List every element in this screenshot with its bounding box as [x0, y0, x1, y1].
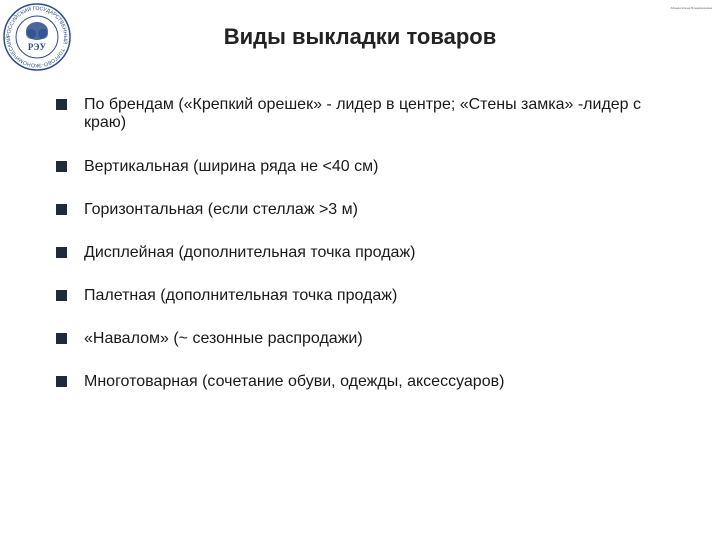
list-item	[56, 244, 676, 262]
list-item	[56, 373, 676, 391]
list-item	[56, 158, 676, 176]
square-bullet-icon	[56, 204, 67, 215]
list-item	[56, 96, 676, 132]
list-item-text: Палетная (дополнительная точка продаж)	[84, 287, 398, 304]
slide-title: Виды выкладки товаров	[223, 24, 497, 49]
square-bullet-icon	[56, 247, 67, 258]
corner-note: Абаева Елена Владимировна	[670, 6, 712, 10]
list-item	[56, 287, 676, 305]
svg-text:РЭУ: РЭУ	[27, 42, 47, 52]
svg-text:РОССИЙСКИЙ ГОСУДАРСТВЕННЫЙ · Т: РОССИЙСКИЙ ГОСУДАРСТВЕННЫЙ · ТОРГОВО-ЭКОНОМИЧЕСКИЙ	[5, 5, 69, 69]
list-item-text: Горизонтальная (если стеллаж >3 м)	[84, 201, 358, 218]
square-bullet-icon	[56, 333, 67, 344]
list-item	[56, 201, 676, 219]
square-bullet-icon	[56, 161, 67, 172]
bullet-list	[56, 96, 676, 391]
list-item	[56, 330, 676, 348]
square-bullet-icon	[56, 290, 67, 301]
list-item-text: Вертикальная (ширина ряда не <40 см)	[84, 158, 379, 175]
square-bullet-icon	[56, 99, 67, 110]
list-item-text: «Навалом» (~ сезонные распродажи)	[84, 330, 363, 347]
square-bullet-icon	[56, 376, 67, 387]
list-item-text: Многотоварная (сочетание обуви, одежды, аксессуаров)	[84, 373, 505, 390]
list-item-text: По брендам («Крепкий орешек» - лидер в центре; «Стены замка» -лидер с краю)	[84, 96, 642, 131]
list-item-text: Дисплейная (дополнительная точка продаж)	[84, 244, 416, 261]
